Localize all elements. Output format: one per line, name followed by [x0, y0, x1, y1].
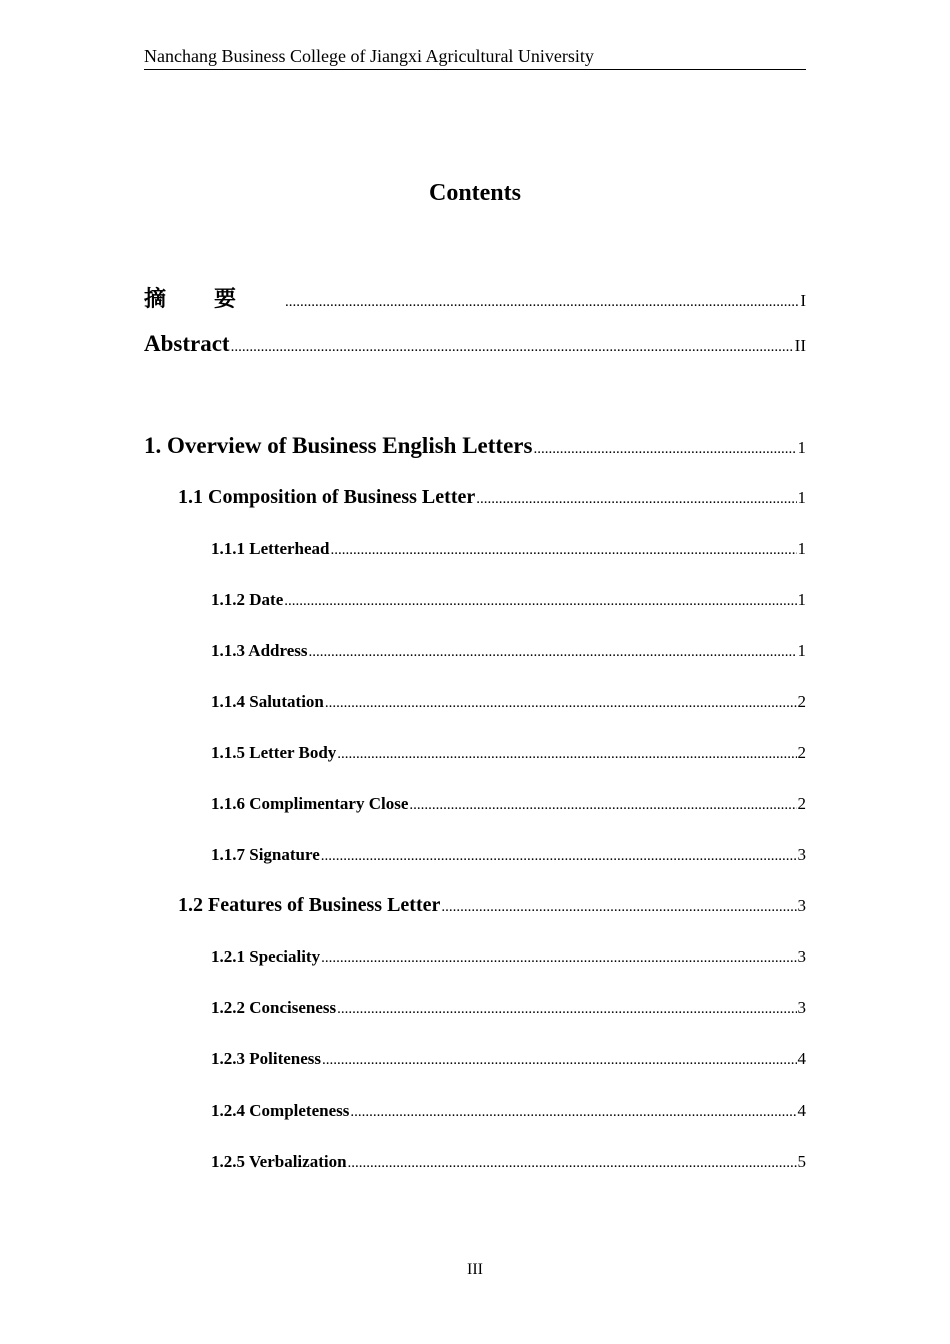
toc-entry-section-1-2-1[interactable]	[211, 947, 806, 967]
dot-leader	[348, 1155, 797, 1172]
toc-entry-label: 1. Overview of Business English Letters	[144, 433, 533, 458]
dot-leader	[350, 1104, 796, 1121]
dot-leader	[321, 848, 797, 865]
toc-entry-abstract[interactable]	[144, 331, 806, 357]
dot-leader	[285, 294, 799, 311]
toc-entry-section-1-1-5[interactable]	[211, 743, 806, 763]
toc-page-number: 1	[797, 590, 806, 609]
toc-entry-label: 1.1.4 Salutation	[211, 692, 324, 711]
dot-leader	[284, 593, 796, 610]
toc-page-number: 2	[797, 794, 806, 813]
toc-entry-abstract-cn[interactable]	[144, 282, 806, 313]
toc-page-number: 3	[797, 845, 806, 864]
toc-entry-section-1-1-3[interactable]	[211, 641, 806, 661]
toc-page-number: 3	[797, 947, 806, 966]
toc-entry-section-1-1-7[interactable]	[211, 845, 806, 865]
toc-entry-section-1-1-4[interactable]	[211, 692, 806, 712]
toc-page-number: 1	[797, 641, 806, 660]
toc-entry-label: Abstract	[144, 331, 230, 356]
toc-entry-section-1-1-2[interactable]	[211, 590, 806, 610]
toc-entry-section-1-2-3[interactable]	[211, 1049, 806, 1069]
toc-page-number: 5	[797, 1152, 806, 1171]
dot-leader	[321, 950, 796, 967]
toc-entry-label: 1.1.1 Letterhead	[211, 539, 330, 558]
toc-page-number: I	[800, 291, 806, 310]
toc-entry-label: 1.2.2 Conciseness	[211, 998, 337, 1017]
toc-entry-section-1-1[interactable]	[178, 486, 806, 509]
dot-leader	[337, 1001, 796, 1018]
page-number-footer: III	[467, 1261, 483, 1278]
toc-entry-label: 摘要	[144, 287, 285, 312]
toc-entry-label: 1.1 Composition of Business Letter	[178, 486, 476, 508]
toc-entry-label: 1.1.6 Complimentary Close	[211, 794, 409, 813]
toc-page-number: 2	[797, 743, 806, 762]
toc-page-number: II	[794, 336, 806, 355]
toc-page-number: 2	[797, 692, 806, 711]
dot-leader	[409, 797, 796, 814]
toc-entry-section-1-2-5[interactable]	[211, 1152, 806, 1172]
toc-entry-section-1-2-4[interactable]	[211, 1101, 806, 1121]
dot-leader	[331, 542, 797, 559]
toc-entry-label: 1.2.1 Speciality	[211, 947, 321, 966]
toc-entry-label: 1.2.5 Verbalization	[211, 1152, 347, 1171]
toc-page-number: 3	[797, 998, 806, 1017]
toc-page-number: 4	[797, 1049, 806, 1068]
dot-leader	[309, 644, 797, 661]
toc-entry-section-1-2[interactable]	[178, 894, 806, 917]
toc-entry-label: 1.1.5 Letter Body	[211, 743, 337, 762]
dot-leader	[337, 746, 796, 763]
toc-entry-label: 1.1.7 Signature	[211, 845, 320, 864]
toc-entry-section-1-1-1[interactable]	[211, 539, 806, 559]
dot-leader	[325, 695, 797, 712]
toc-page-number: 3	[797, 896, 806, 915]
toc-entry-chapter-1[interactable]	[144, 433, 806, 459]
toc-entry-label: 1.2.4 Completeness	[211, 1101, 350, 1120]
toc-entry-section-1-1-6[interactable]	[211, 794, 806, 814]
toc-entry-label: 1.1.2 Date	[211, 590, 284, 609]
toc-entry-label: 1.1.3 Address	[211, 641, 308, 660]
toc-page-number: 1	[797, 488, 806, 507]
toc-page-number: 1	[797, 539, 806, 558]
dot-leader	[533, 441, 796, 458]
dot-leader	[441, 899, 796, 916]
toc-entry-label: 1.2 Features of Business Letter	[178, 894, 441, 916]
toc-page-number: 4	[797, 1101, 806, 1120]
toc-entry-label: 1.2.3 Politeness	[211, 1049, 322, 1068]
dot-leader	[476, 491, 796, 508]
page-title: Contents	[428, 180, 521, 206]
toc-entry-section-1-2-2[interactable]	[211, 998, 806, 1018]
dot-leader	[322, 1052, 796, 1069]
dot-leader	[231, 339, 794, 356]
running-header: Nanchang Business College of Jiangxi Agricultural University	[144, 45, 806, 70]
toc-page-number: 1	[797, 438, 806, 457]
